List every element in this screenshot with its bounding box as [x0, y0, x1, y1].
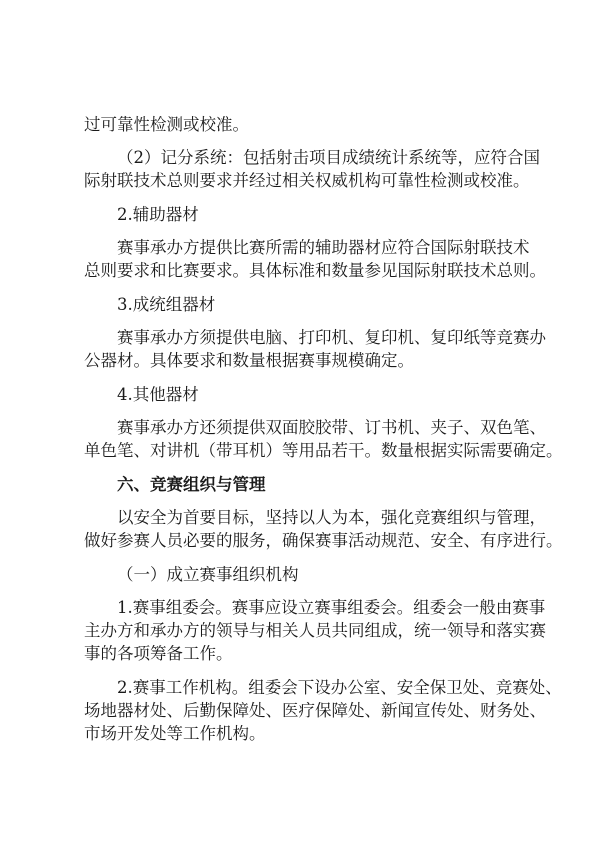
paragraph-line: 做好参赛人员必要的服务，确保赛事活动规范、安全、有序进行。: [84, 531, 563, 550]
subsection-heading: （一）成立赛事组织机构: [117, 565, 299, 584]
paragraph-line: 场地器材处、后勤保障处、医疗保障处、新闻宣传处、财务处、: [84, 701, 546, 720]
paragraph-line: 主办方和承办方的领导与相关人员共同组成，统一领导和落实赛: [84, 621, 546, 640]
section-heading: 4.其他器材: [117, 385, 199, 404]
paragraph-line: 市场开发处等工作机构。: [84, 724, 266, 743]
paragraph-line: 单色笔、对讲机（带耳机）等用品若干。数量根据实际需要确定。: [84, 441, 563, 460]
paragraph-line: 事的各项筹备工作。: [84, 644, 233, 663]
paragraph-line: 2.赛事工作机构。组委会下设办公室、安全保卫处、竞赛处、: [117, 678, 562, 697]
paragraph-line: （2）记分系统：包括射击项目成绩统计系统等，应符合国: [117, 148, 540, 167]
paragraph-line: 际射联技术总则要求并经过相关权威机构可靠性检测或校准。: [84, 171, 530, 190]
paragraph-line: 赛事承办方提供比赛所需的辅助器材应符合国际射联技术: [117, 238, 530, 257]
paragraph-line: 公器材。具体要求和数量根据赛事规模确定。: [84, 351, 414, 370]
section-heading: 3.成统组器材: [117, 295, 216, 314]
paragraph-line: 过可靠性检测或校准。: [84, 115, 249, 134]
paragraph-line: 赛事承办方还须提供双面胶胶带、订书机、夹子、双色笔、: [117, 418, 546, 437]
paragraph-line: 赛事承办方须提供电脑、打印机、复印机、复印纸等竞赛办: [117, 328, 546, 347]
paragraph-line: 总则要求和比赛要求。具体标准和数量参见国际射联技术总则。: [84, 261, 546, 280]
chapter-heading: 六、竞赛组织与管理: [117, 475, 266, 494]
paragraph-line: 1.赛事组委会。赛事应设立赛事组委会。组委会一般由赛事: [117, 598, 546, 617]
section-heading: 2.辅助器材: [117, 205, 199, 224]
paragraph-line: 以安全为首要目标，坚持以人为本，强化竞赛组织与管理，: [117, 508, 546, 527]
